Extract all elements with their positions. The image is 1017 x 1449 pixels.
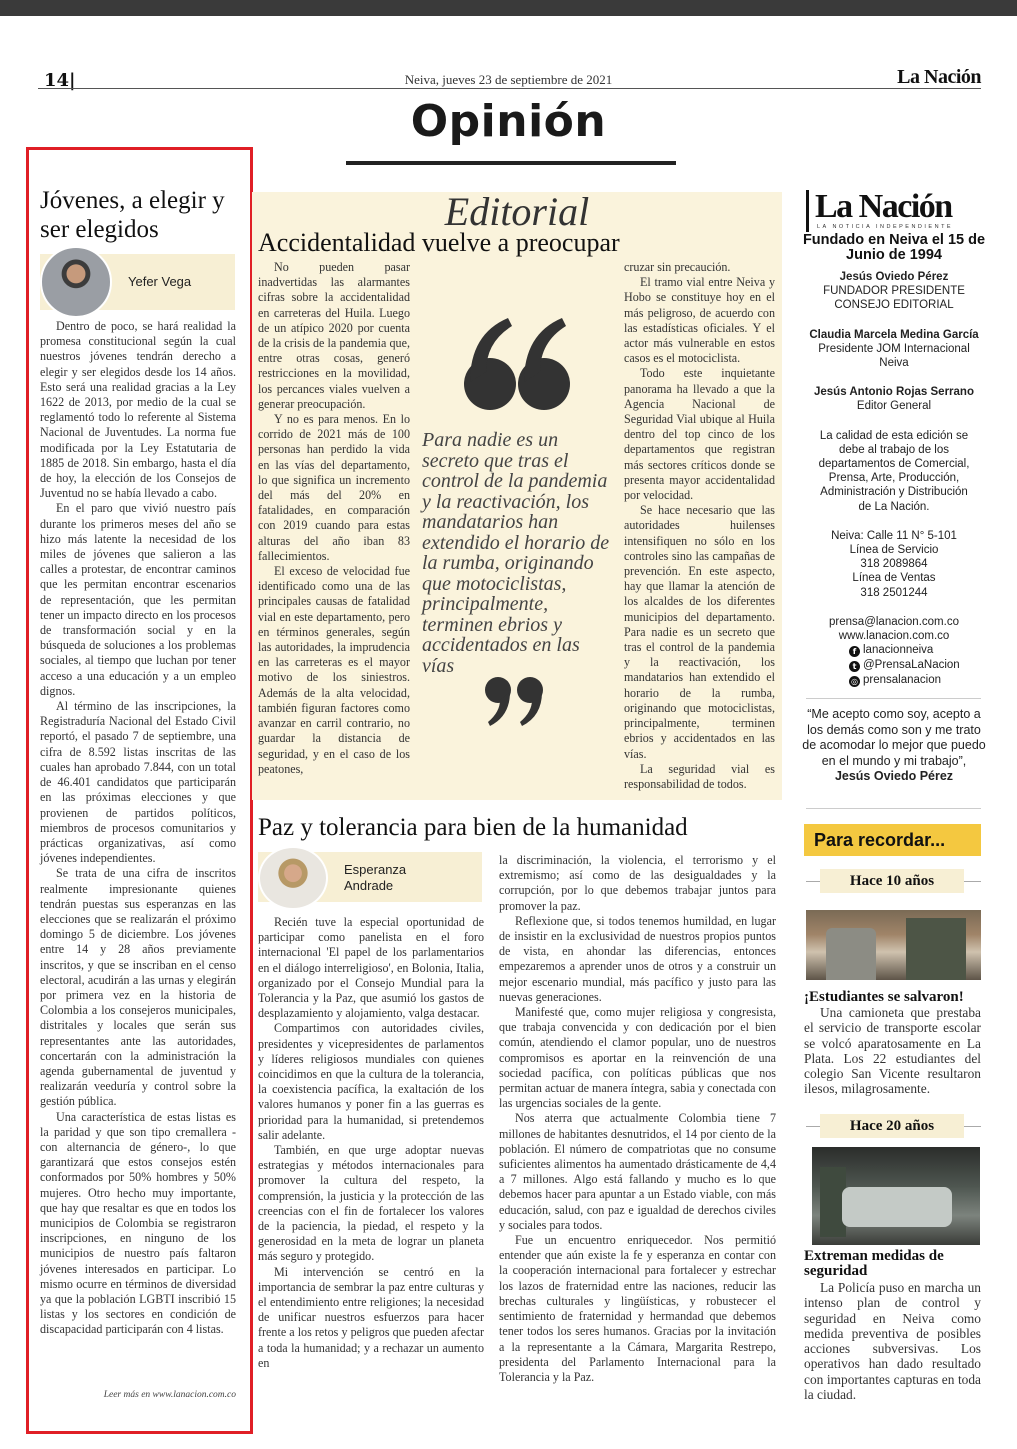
service-line-label: Línea de Servicio (849, 544, 939, 557)
paragraph: En el paro que vivió nuestro país durante los primeros meses del año se hizo más latente la necesidad de los miles de jóvenes que salieron a las calles a protestar, de encontrar caminos que les permitan encontrar escenarios de representación, que les permitan tener un impacto directo en los procesos de transformación social y en la búsqueda de soluciones a los problemas sociales, al tiempo que luchan por tener acceso a una educación y a un empleo dignos. (40, 501, 236, 698)
section-underline (346, 161, 676, 165)
website-link[interactable]: www.lanacion.com.co (838, 630, 950, 643)
founder-role: FUNDADOR PRESIDENTE CONSEJO EDITORIAL (823, 285, 965, 312)
facebook-icon: f (849, 646, 860, 657)
paragraph: Manifesté que, como mujer religiosa y congresista, que trabaja convencida y con dedicación por el bien común, atendiendo el clamor popular, uno de nuestros compromisos es aportar en la reinvención de una sociedad pacífica, con políticas públicas que nos permitan actuar de manera íntegra, sabia y conectada con las urgencias sociales de la gente. (499, 1005, 777, 1111)
recordar-item1-title[interactable]: ¡Estudiantes se salvaron! (804, 989, 964, 1005)
para-recordar-banner (804, 824, 981, 856)
social-links (801, 643, 987, 688)
read-more-link[interactable]: Leer más en www.lanacion.com.co (103, 1390, 236, 1400)
president-name: Claudia Marcela Medina García (809, 328, 979, 341)
author-avatar (40, 246, 112, 318)
left-article-body (40, 319, 236, 1338)
divider (806, 808, 981, 809)
top-bar (0, 0, 1017, 16)
instagram-icon: ◎ (849, 676, 860, 687)
article2-column-2 (499, 853, 776, 1385)
twitter-handle: @PrensaLaNacion (863, 659, 960, 672)
hace-10-label: Hace 10 años (820, 869, 964, 893)
president-role: Presidente JOM Internacional Neiva (818, 342, 970, 370)
quote-author: Jesús Oviedo Pérez (834, 769, 954, 783)
author-avatar (258, 846, 328, 910)
section-title: Opinión (410, 96, 607, 147)
paragraph: El tramo vial entre Neiva y Hobo se constituye hoy en el más peligroso, de acuerdo con las estadísticas oficiales. Y el actor más vulnerable en estos casos es el motociclista. (624, 275, 775, 366)
sales-line-label: Línea de Ventas (852, 572, 936, 585)
paragraph: Una camioneta que prestaba el servicio de transporte escolar se volcó aparatosamente en La Plata. Los 22 estudiantes del colegio San Vicente resultaron ilesos, milagrosamente. (804, 1005, 981, 1097)
open-quote-icon (462, 312, 572, 417)
paragraph: Fue un encuentro enriquecedor. Nos permitió entender que aún existe la fe y esperanza en contar con la cooperación internacional para fortalecer y estrechar los lazos de fraternidad entre las naciones, reducir las brechas culturales y lingüísticas, y robustecer el sentimiento de fraternidad y hermandad que debemos tener todos los seres humanos. Gracias por la invitación a la representante a la Cámara, Margarita Restrepo, presidenta del Parlamento Internacional para la Tolerancia y la Paz. (499, 1233, 776, 1384)
paragraph: La seguridad vial es responsabilidad de todos. (624, 761, 775, 791)
article2-byline (258, 852, 482, 902)
page-date: Neiva, jueves 23 de septiembre de 2021 (404, 72, 613, 87)
edition-credits: La calidad de esta edición se debe al trabajo de los departamentos de Comercial, Prensa, Arte, Producción, Administración y Distribución de La Nación. (818, 429, 970, 513)
header-rule (38, 88, 981, 89)
paragraph: Reflexione que, si todos tenemos humildad, en lugar de insistir en la exclusividad de nuestros propios puntos de vista, en ahondar las diferencias, entonces empezaremos a aprender unos de otros y a construir un mejor escenario mundial, más pacífico y justo para las nuevas generaciones. (499, 913, 776, 1004)
editor-role: Editor General (856, 400, 932, 413)
divider (806, 698, 981, 699)
left-article-title[interactable]: Jóvenes, a elegir y ser elegidos (40, 187, 225, 243)
page-number: 14| (44, 70, 76, 91)
twitter-link[interactable] (849, 658, 987, 673)
paragraph: la discriminación, la violencia, el terrorismo y el extremismo; así como de las desigualdades y la corrupción, por lo que debemos trabajar juntos para promover la paz. (499, 853, 776, 913)
paragraph: Dentro de poco, se hará realidad la promesa constitucional según la cual nuestros jóvenes tendrán derecho a elegir y ser elegidos desde los 14 años. Esto será una realidad gracias a la Ley 1622 de 2013, por medio de la cual se reglamentó todo lo referente al Sistema Nacional de Juventudes. La norma fue modificada por la Ley Estatutaria de 1885 de 2018. Sin embargo, hasta el día de hoy, la elección de los Consejos de Juventud no se había llevado a cabo. (40, 319, 236, 501)
paragraph: El exceso de velocidad fue identificado como una de las principales causas de fatalidad vial en este departamento, pero en términos generales, según las autoridades, la imprudencia en las carreteras es el mayor motivo de los siniestros. Además de la alta velocidad, también figuran factores como avanzar en carril contrario, no guardar la distancia de seguridad, y en el caso de los peatones, (258, 564, 410, 776)
paragraph: Se hace necesario que las autoridades huilenses intensifiquen no sólo en los controles sino las campañas de prevención. En este aspecto, hay que llamar la atención de los alcaldes de los diferentes municipios del departamento. Para nadie es un secreto que tras el control de la pandemia y la reactivación, los mandatarios han extendido el horario de la rumba, originando que motociclistas, principalmente, terminen ebrios y accidentados en las vías. (624, 503, 775, 761)
paragraph: cruzar sin precaución. (624, 260, 731, 274)
paragraph: Al término de las inscripciones, la Registraduría Nacional del Estado Civil reportó, el pasado 7 de septiembre, una cifra de 8.592 listas inscritas de las cuales han aprobado 7.844, con un total de 46.401 candidatos que participarán en las próximas elecciones y que provienen de partidos políticos, miembros de procesos comunitarios y prácticas organizativas, así como jóvenes independientes. (40, 699, 236, 866)
editorial-title[interactable]: Accidentalidad vuelve a preocupar (258, 228, 620, 257)
author-name: Yefer Vega (128, 274, 192, 289)
paragraph: No pueden pasar inadvertidas las alarmantes cifras sobre la accidentalidad en carreteras del Huila. Luego de un atípico 2020 por cuenta de la crisis de la pandemia que, entre otras cosas, generó restricciones en la movilidad, los percances viales vuelven a generar preocupación. (258, 260, 410, 411)
facebook-handle: lanacionneiva (863, 644, 934, 657)
header-logo[interactable]: La Nación (897, 66, 981, 88)
editorial-label: Editorial (444, 189, 590, 234)
masthead-info (801, 233, 987, 688)
recordar-item1-body (804, 1005, 981, 1097)
founder-quote (801, 707, 987, 785)
service-phone: 318 2089864 (860, 558, 928, 571)
masthead-logo-text: La Nación (815, 188, 952, 225)
twitter-icon: t (849, 661, 860, 672)
paragraph: Se trata de una cifra de inscritos realmente impresionante quienes tendrán puestas sus esperanzas en las elecciones que se realizarán el próximo domingo 5 de diciembre. Los jóvenes entre 14 y 28 años previamente inscritos, y que se inscriban en el censo electoral, acudirán a las urnas y elegirán por primera vez en la historia de Colombia a los consejeros municipales, distritales y locales que serán sus representantes ante las autoridades, concertarán con la administración la agenda gubernamental de juventud y realizarán veeduría y control sobre la gestión pública. (40, 866, 236, 1109)
article2-title[interactable]: Paz y tolerancia para bien de la humanidad (258, 814, 688, 841)
paragraph: Recién tuve la especial oportunidad de participar como panelista en el foro internacional 'El papel de los parlamentarios en el diálogo interreligioso', en Bolonia, Italia, organizado por el Consejo Mundial para la Tolerancia y la Paz, que asumió los gastos de desplazamiento y alojamiento, valga destacar. (258, 915, 484, 1021)
hace-20-label: Hace 20 años (820, 1114, 964, 1138)
paragraph: Mi intervención se centró en la importancia de sembrar la paz entre culturas y el entendimiento entre religiones; la necesidad de unificar nuestros esfuerzos para hacer frente a los retos y peligros que pueden afectar a toda la humanidad; y a rechazar un aumento en (258, 1264, 484, 1370)
paragraph: Nos aterra que actualmente Colombia tiene 7 millones de habitantes desnutridos, el 14 por ciento de la población. El número de compatriotas que no consume suficientes alimentos ha aumentado drásticamente de 4,4 a 7 millones. Algo está fallando y mucho es lo que debemos hacer para apuntar a un Estado viable, con más educación, salud, con paz e igualdad de derechos civiles y sociales para todos. (499, 1111, 776, 1232)
recordar-item2-body (804, 1280, 981, 1402)
author-last-name: Andrade (344, 878, 394, 893)
email-link[interactable]: prensa@lanacion.com.co (829, 615, 959, 628)
para-recordar-title: Para recordar... (814, 830, 946, 850)
paragraph: La Policía puso en marcha un intenso plan de control y seguridad en Neiva como medida preventiva de posibles acciones subversivas. Los operativos han dado resultado con importantes capturas en toda la ciudad. (804, 1280, 981, 1403)
recordar-item2-title[interactable]: Extreman medidas de seguridad (804, 1248, 944, 1279)
pull-quote: Para nadie es un secreto que tras el control de la pandemia y la reactivación, los mandatarios han extendido el horario de la rumba, originando que motociclistas, principalmente, terminen ebrios y accidentados en las vías (422, 429, 610, 677)
close-quote-icon (484, 676, 548, 726)
founded-statement: Fundado en Neiva el 15 de Junio de 1994 (802, 232, 986, 263)
article2-column-1 (258, 915, 484, 1371)
paragraph: Compartimos con autoridades civiles, presidentes y vicepresidentes de parlamentos y líderes religiosos mundiales con quienes coincidimos en que la cultura de la tolerancia, la coexistencia pacífica, la exaltación de los valores humanos y poner fin a las guerras es prioridad para la humanidad, si pretendemos salir adelante. (258, 1021, 484, 1142)
address: Neiva: Calle 11 N° 5-101 (831, 529, 957, 542)
author-name (344, 862, 406, 894)
left-author-byline (40, 254, 235, 310)
paragraph: Todo este inquietante panorama ha llevado a que la Agencia Nacional de Seguridad Vial ubique al Huila dentro del top cinco de los departamentos que registran más sectores críticos donde se presenta mayor accidentalidad por velocidad. (624, 366, 775, 503)
author-first-name: Esperanza (344, 862, 407, 877)
editorial-column-1 (258, 260, 410, 777)
founder-name: Jesús Oviedo Pérez (839, 271, 949, 283)
quote-text: “Me acepto como soy, acepto a los demás como son y me trato de acomodar lo mejor que puedo en el mundo y mi trabajo”, (802, 707, 986, 768)
editorial-column-3 (624, 260, 775, 792)
sales-phone: 318 2501244 (860, 586, 928, 599)
masthead-logo[interactable] (806, 190, 981, 232)
paragraph: Una característica de estas listas es la paridad y que son tipo cremallera -con alternancia de género-, lo que garantizará que estos consejos estén conformados por 50% hombres y 50% mujeres. Otro hecho muy importante, que hay que resaltar es que en todos los municipios de Colombia se registraron inscripciones, en ninguno de los municipios de nuestro país faltaron jóvenes interesados en participar. Lo mismo ocurre en términos de diversidad ya que la población LGBTI inscribió 15 listas y los sectores en condición de discapacidad participarán con 4 listas. (40, 1109, 236, 1337)
archive-photo-police (812, 1147, 980, 1245)
archive-photo-students (806, 910, 981, 980)
facebook-link[interactable] (849, 643, 987, 658)
instagram-handle: prensalanacion (863, 674, 942, 687)
masthead-tagline: LA NOTICIA INDEPENDIENTE (817, 224, 954, 230)
paragraph: Y no es para menos. En lo corrido de 2021 más de 100 personas han perdido la vida en las vías del departamento, lo que significa un incremento del más del 20% en fatalidades, en comparación con 2019 cuando para estas alturas del año iban 83 fallecimientos. (258, 412, 410, 563)
instagram-link[interactable] (849, 673, 987, 688)
paragraph: También, en que urge adoptar nuevas estrategias y métodos internacionales para promover la cultura del respeto, la comprensión, la justicia y la protección de las creencias con el fin de fortalecer los valores de la paciencia, la piedad, el respeto y la generosidad en la meta de lograr un planeta más seguro y protegido. (258, 1143, 484, 1264)
editor-name: Jesús Antonio Rojas Serrano (814, 386, 974, 399)
